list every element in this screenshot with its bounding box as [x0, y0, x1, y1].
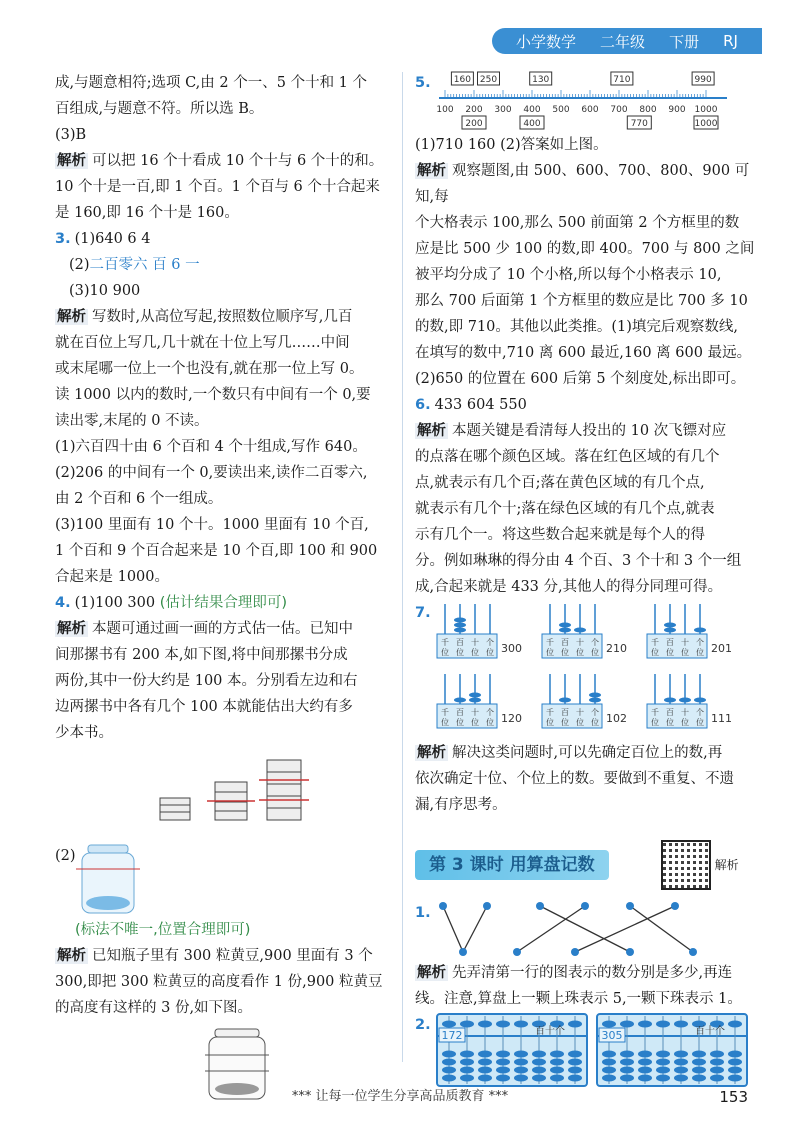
abacus-value: 210 — [605, 642, 627, 655]
jar-figure — [76, 843, 146, 917]
lesson-header — [415, 840, 755, 890]
text-line: 个大格表示 100,那么 500 前面第 2 个方框里的数 — [415, 215, 740, 231]
text-line: 示有几个一。将这些数合起来就是每个人的得 — [415, 527, 705, 543]
svg-text:160: 160 — [453, 75, 471, 85]
text-line: 分。例如琳琳的得分由 4 个百、3 个十和 3 个一组 — [415, 553, 742, 569]
abacus-111 — [647, 674, 732, 728]
place-value-abaci — [435, 600, 755, 740]
suanpan-value: 172 — [441, 1029, 463, 1042]
abacus-bead — [664, 698, 676, 703]
text-line: 读 1000 以内的数时,一个数只有中间有一个 0,要 — [55, 387, 371, 403]
question-7: 7. 千 位 百 位 十 位 个 位 300 千 位 百 位 十 位 个 位 210 千 位 百 位 十 位 个 位 201 千 位 百 位 十 位 个 位 120 千 位 百 位 十 位 个 位 102 千 位 百 位 十 位 个 位 111 — [415, 600, 755, 740]
lesson-title: 第 3 课时 用算盘记数 — [415, 850, 609, 880]
suanpan-place-labels: 百十个 — [534, 1026, 565, 1037]
answer-line: (3)10 900 — [69, 283, 141, 299]
footer-slogan: *** 让每一位学生分享高品质教育 *** — [291, 1089, 509, 1104]
abacus-value: 111 — [710, 712, 732, 725]
svg-text:位: 位 — [695, 718, 704, 727]
svg-text:百: 百 — [560, 708, 569, 717]
svg-text:位: 位 — [680, 648, 689, 657]
jar-question: (2) — [55, 843, 390, 917]
text-line: 300,即把 300 粒黄豆的高度看作 1 份,900 粒黄豆 — [55, 974, 383, 990]
text-line: 的点落在哪个颜色区域。落在红色区域的有几个 — [415, 449, 720, 465]
subject: 小学数学 — [516, 32, 577, 51]
svg-text:百: 百 — [455, 638, 464, 647]
qr-code-icon[interactable] — [661, 840, 711, 890]
svg-text:位: 位 — [575, 718, 584, 727]
number-line-label: 900 — [668, 105, 686, 115]
text-line: 的数,即 710。其他以此类推。(1)填完后观察数线, — [415, 319, 739, 335]
number-line-top-box — [611, 72, 633, 85]
svg-text:位: 位 — [485, 648, 494, 657]
svg-text:个: 个 — [695, 638, 704, 647]
svg-text:位: 位 — [545, 648, 554, 657]
abacus-value: 120 — [500, 712, 522, 725]
abacus-102 — [542, 674, 627, 728]
question-4: 4. (1)100 300 (估计结果合理即可) — [55, 595, 288, 611]
text-line: 10 个十是一百,即 1 个百。1 个百与 6 个十合起来 — [55, 179, 380, 195]
svg-text:千: 千 — [545, 638, 554, 647]
number-line-label: 100 — [436, 105, 454, 115]
jar-note: (标法不唯一,位置合理即可) — [75, 922, 251, 938]
matching-lines-figure — [435, 900, 735, 960]
book-stack-middle — [207, 782, 255, 820]
svg-text:十: 十 — [680, 708, 689, 717]
abacus-120 — [437, 674, 522, 728]
abacus-bead — [559, 628, 571, 633]
lesson-question-1: 1. — [415, 900, 755, 960]
svg-text:百: 百 — [455, 708, 464, 717]
abacus-210 — [542, 604, 627, 658]
abacus-bead — [454, 618, 466, 623]
grade: 二年级 — [600, 32, 646, 51]
analysis: 解析 观察题图,由 500、600、700、800、900 可知,每 — [415, 163, 750, 205]
abacus-value: 300 — [500, 642, 522, 655]
number-line-top-box — [477, 72, 499, 85]
text-line: 那么 700 后面第 1 个方框里的数应是比 700 多 10 — [415, 293, 748, 309]
text-line: 依次确定十位、个位上的数。要做到不重复、不遗 — [415, 771, 734, 787]
svg-text:位: 位 — [455, 718, 464, 727]
abacus-bead — [664, 623, 676, 628]
text-line: 间那摞书有 200 本,如下图,将中间那摞书分成 — [55, 647, 348, 663]
svg-text:990: 990 — [694, 75, 712, 85]
abacus-value: 102 — [605, 712, 627, 725]
edition: RJ — [723, 32, 738, 50]
text-line: 漏,有序思考。 — [415, 797, 507, 813]
svg-text:十: 十 — [575, 638, 584, 647]
qr-label: 解析 — [714, 858, 739, 872]
volume: 下册 — [669, 32, 700, 51]
number-line-bottom-box — [462, 116, 486, 129]
analysis: 解析 解决这类问题时,可以先确定百位上的数,再 — [417, 745, 723, 761]
book-stacks-figure — [55, 754, 390, 834]
svg-text:位: 位 — [590, 648, 599, 657]
abacus-bead — [454, 698, 466, 703]
svg-text:千: 千 — [440, 708, 449, 717]
svg-text:十: 十 — [470, 638, 479, 647]
svg-text:1000: 1000 — [694, 119, 718, 129]
svg-text:位: 位 — [560, 718, 569, 727]
svg-text:130: 130 — [531, 75, 549, 85]
number-line-label: 800 — [639, 105, 657, 115]
number-line-bottom-box — [520, 116, 544, 129]
abacus-bead — [454, 623, 466, 628]
svg-text:十: 十 — [575, 708, 584, 717]
svg-text:百: 百 — [665, 638, 674, 647]
text-line: 1 个百和 9 个百合起来是 10 个百,即 100 和 900 — [55, 543, 378, 559]
abacus-bead — [454, 628, 466, 633]
text-line: 是 160,即 16 个十是 160。 — [55, 205, 239, 221]
svg-text:千: 千 — [650, 708, 659, 717]
svg-text:千: 千 — [545, 708, 554, 717]
analysis: 解析 本题关键是看清每人投出的 10 次飞镖对应 — [417, 423, 727, 439]
text-line: 成,与题意相符;选项 C,由 2 个一、5 个十和 1 个 — [55, 75, 368, 91]
analysis-tag: 解析 — [57, 153, 86, 169]
abacus-bead — [679, 698, 691, 703]
book-stack-tall — [259, 760, 309, 820]
svg-text:位: 位 — [440, 648, 449, 657]
suanpan-value: 305 — [601, 1029, 623, 1042]
question-6: 6. 433 604 550 — [415, 397, 527, 413]
svg-text:位: 位 — [650, 648, 659, 657]
suanpan-305 — [597, 1014, 747, 1086]
book-stack-small — [160, 798, 190, 820]
text-line: (2)206 的中间有一个 0,要读出来,读作二百零六, — [55, 465, 368, 481]
svg-text:个: 个 — [485, 638, 494, 647]
svg-text:个: 个 — [590, 708, 599, 717]
column-divider — [402, 72, 403, 1062]
text-line: 或末尾哪一位上一个也没有,就在那一位上写 0。 — [55, 361, 364, 377]
svg-text:个: 个 — [590, 638, 599, 647]
abacus-bead — [694, 628, 706, 633]
text-line: 由 2 个百和 6 个一组成。 — [55, 491, 223, 507]
svg-text:位: 位 — [560, 648, 569, 657]
text-line: (1)六百四十由 6 个百和 4 个十组成,写作 640。 — [55, 439, 367, 455]
text-line: (3)100 里面有 10 个十。1000 里面有 10 个百, — [55, 517, 369, 533]
answer-line: (2)二百零六 百 6 一 — [69, 257, 200, 273]
abacus-bead — [559, 698, 571, 703]
text-line: 边两摞书中各有几个 100 本就能估出大约有多 — [55, 699, 353, 715]
abacus-bead — [589, 693, 601, 698]
svg-text:位: 位 — [455, 648, 464, 657]
number-line-bottom-box — [694, 116, 718, 129]
text-line: (2)650 的位置在 600 后第 5 个刻度处,标出即可。 — [415, 371, 746, 387]
number-line-label: 500 — [552, 105, 570, 115]
abacus-300 — [437, 604, 522, 658]
text-line: 少本书。 — [55, 725, 113, 741]
number-line-bottom-box — [627, 116, 651, 129]
right-column — [415, 70, 755, 1092]
number-line-top-box — [692, 72, 714, 85]
text-line: 百组成,与题意不符。所以选 B。 — [55, 101, 264, 117]
suanpan-place-labels: 百十个 — [694, 1026, 725, 1037]
text-line: 成,合起来就是 433 分,其他人的得分同理可得。 — [415, 579, 723, 595]
number-line-label: 600 — [581, 105, 599, 115]
analysis: 解析 可以把 16 个十看成 10 个十与 6 个十的和。 — [57, 153, 384, 169]
text-line: 的高度有这样的 3 份,如下图。 — [55, 1000, 253, 1016]
number-line-label: 700 — [610, 105, 628, 115]
lesson-question-2: 2. 172 百十个 305 百十个 — [415, 1012, 755, 1092]
svg-text:百: 百 — [560, 638, 569, 647]
suanpan-figure — [435, 1012, 755, 1092]
svg-text:位: 位 — [665, 718, 674, 727]
abacus-bead — [694, 698, 706, 703]
page-number: 153 — [719, 1088, 748, 1106]
number-line-top-box — [529, 72, 551, 85]
abacus-value: 201 — [710, 642, 732, 655]
abacus-bead — [574, 628, 586, 633]
abacus-bead — [589, 698, 601, 703]
text-line: 合起来是 1000。 — [55, 569, 170, 585]
number-line-label: 1000 — [694, 105, 718, 115]
text-line: 线。注意,算盘上一颗上珠表示 5,一颗下珠表示 1。 — [415, 991, 742, 1007]
svg-text:770: 770 — [630, 119, 648, 129]
svg-text:位: 位 — [440, 718, 449, 727]
abacus-bead — [664, 628, 676, 633]
number-line-label: 300 — [494, 105, 512, 115]
page-header — [492, 28, 762, 54]
number-line-label: 400 — [523, 105, 541, 115]
svg-text:位: 位 — [590, 718, 599, 727]
text-line: 点,就表示有几个百;落在黄色区域的有几个点, — [415, 475, 705, 491]
analysis: 解析 已知瓶子里有 300 粒黄豆,900 里面有 3 个 — [57, 948, 373, 964]
suanpan-172 — [437, 1014, 587, 1086]
svg-text:位: 位 — [575, 648, 584, 657]
text-line: (3)B — [55, 127, 87, 143]
text-line: 两份,其中一份大约是 100 本。分别看左边和右 — [55, 673, 358, 689]
analysis: 解析 写数时,从高位写起,按照数位顺序写,几百 — [57, 309, 353, 325]
analysis: 解析 先弄清第一行的图表示的数分别是多少,再连 — [417, 965, 733, 981]
text-line: 就表示有几个十;落在绿色区域的有几个点,就表 — [415, 501, 715, 517]
svg-text:位: 位 — [695, 648, 704, 657]
svg-text:250: 250 — [479, 75, 497, 85]
question-5: 5. 100 200 300 400 500 600 700 800 900 1000 160 250 130 710 990 200 400 770 1000 — [415, 70, 755, 132]
question-3: 3. (1)640 6 4 — [55, 231, 151, 247]
abacus-bead — [469, 698, 481, 703]
svg-text:千: 千 — [650, 638, 659, 647]
svg-text:400: 400 — [523, 119, 541, 129]
svg-text:710: 710 — [612, 75, 631, 85]
left-column — [55, 70, 390, 1114]
svg-text:十: 十 — [470, 708, 479, 717]
answer-line: (1)710 160 (2)答案如上图。 — [415, 137, 608, 153]
svg-text:个: 个 — [695, 708, 704, 717]
svg-text:位: 位 — [650, 718, 659, 727]
svg-text:位: 位 — [470, 718, 479, 727]
svg-text:位: 位 — [680, 718, 689, 727]
abacus-bead — [559, 623, 571, 628]
svg-text:百: 百 — [665, 708, 674, 717]
text-line: 应是比 500 少 100 的数,即 400。700 与 800 之间 — [415, 241, 755, 257]
number-line-label: 200 — [465, 105, 483, 115]
text-line: 就在百位上写几,几十就在十位上写几……中间 — [55, 335, 350, 351]
svg-text:千: 千 — [440, 638, 449, 647]
number-line-top-box — [451, 72, 473, 85]
svg-text:200: 200 — [465, 119, 483, 129]
number-line-figure — [435, 70, 735, 132]
analysis: 解析 本题可通过画一画的方式估一估。已知中 — [57, 621, 353, 637]
text-line: 被平均分成了 10 个小格,所以每个小格表示 10, — [415, 267, 722, 283]
abacus-bead — [469, 693, 481, 698]
svg-text:个: 个 — [485, 708, 494, 717]
svg-text:十: 十 — [680, 638, 689, 647]
svg-text:位: 位 — [665, 648, 674, 657]
text-line: 在填写的数中,710 离 600 最近,160 离 600 最远。 — [415, 345, 752, 361]
svg-text:位: 位 — [545, 718, 554, 727]
abacus-201 — [647, 604, 732, 658]
svg-text:位: 位 — [470, 648, 479, 657]
svg-text:位: 位 — [485, 718, 494, 727]
text-line: 读出零,末尾的 0 不读。 — [55, 413, 209, 429]
